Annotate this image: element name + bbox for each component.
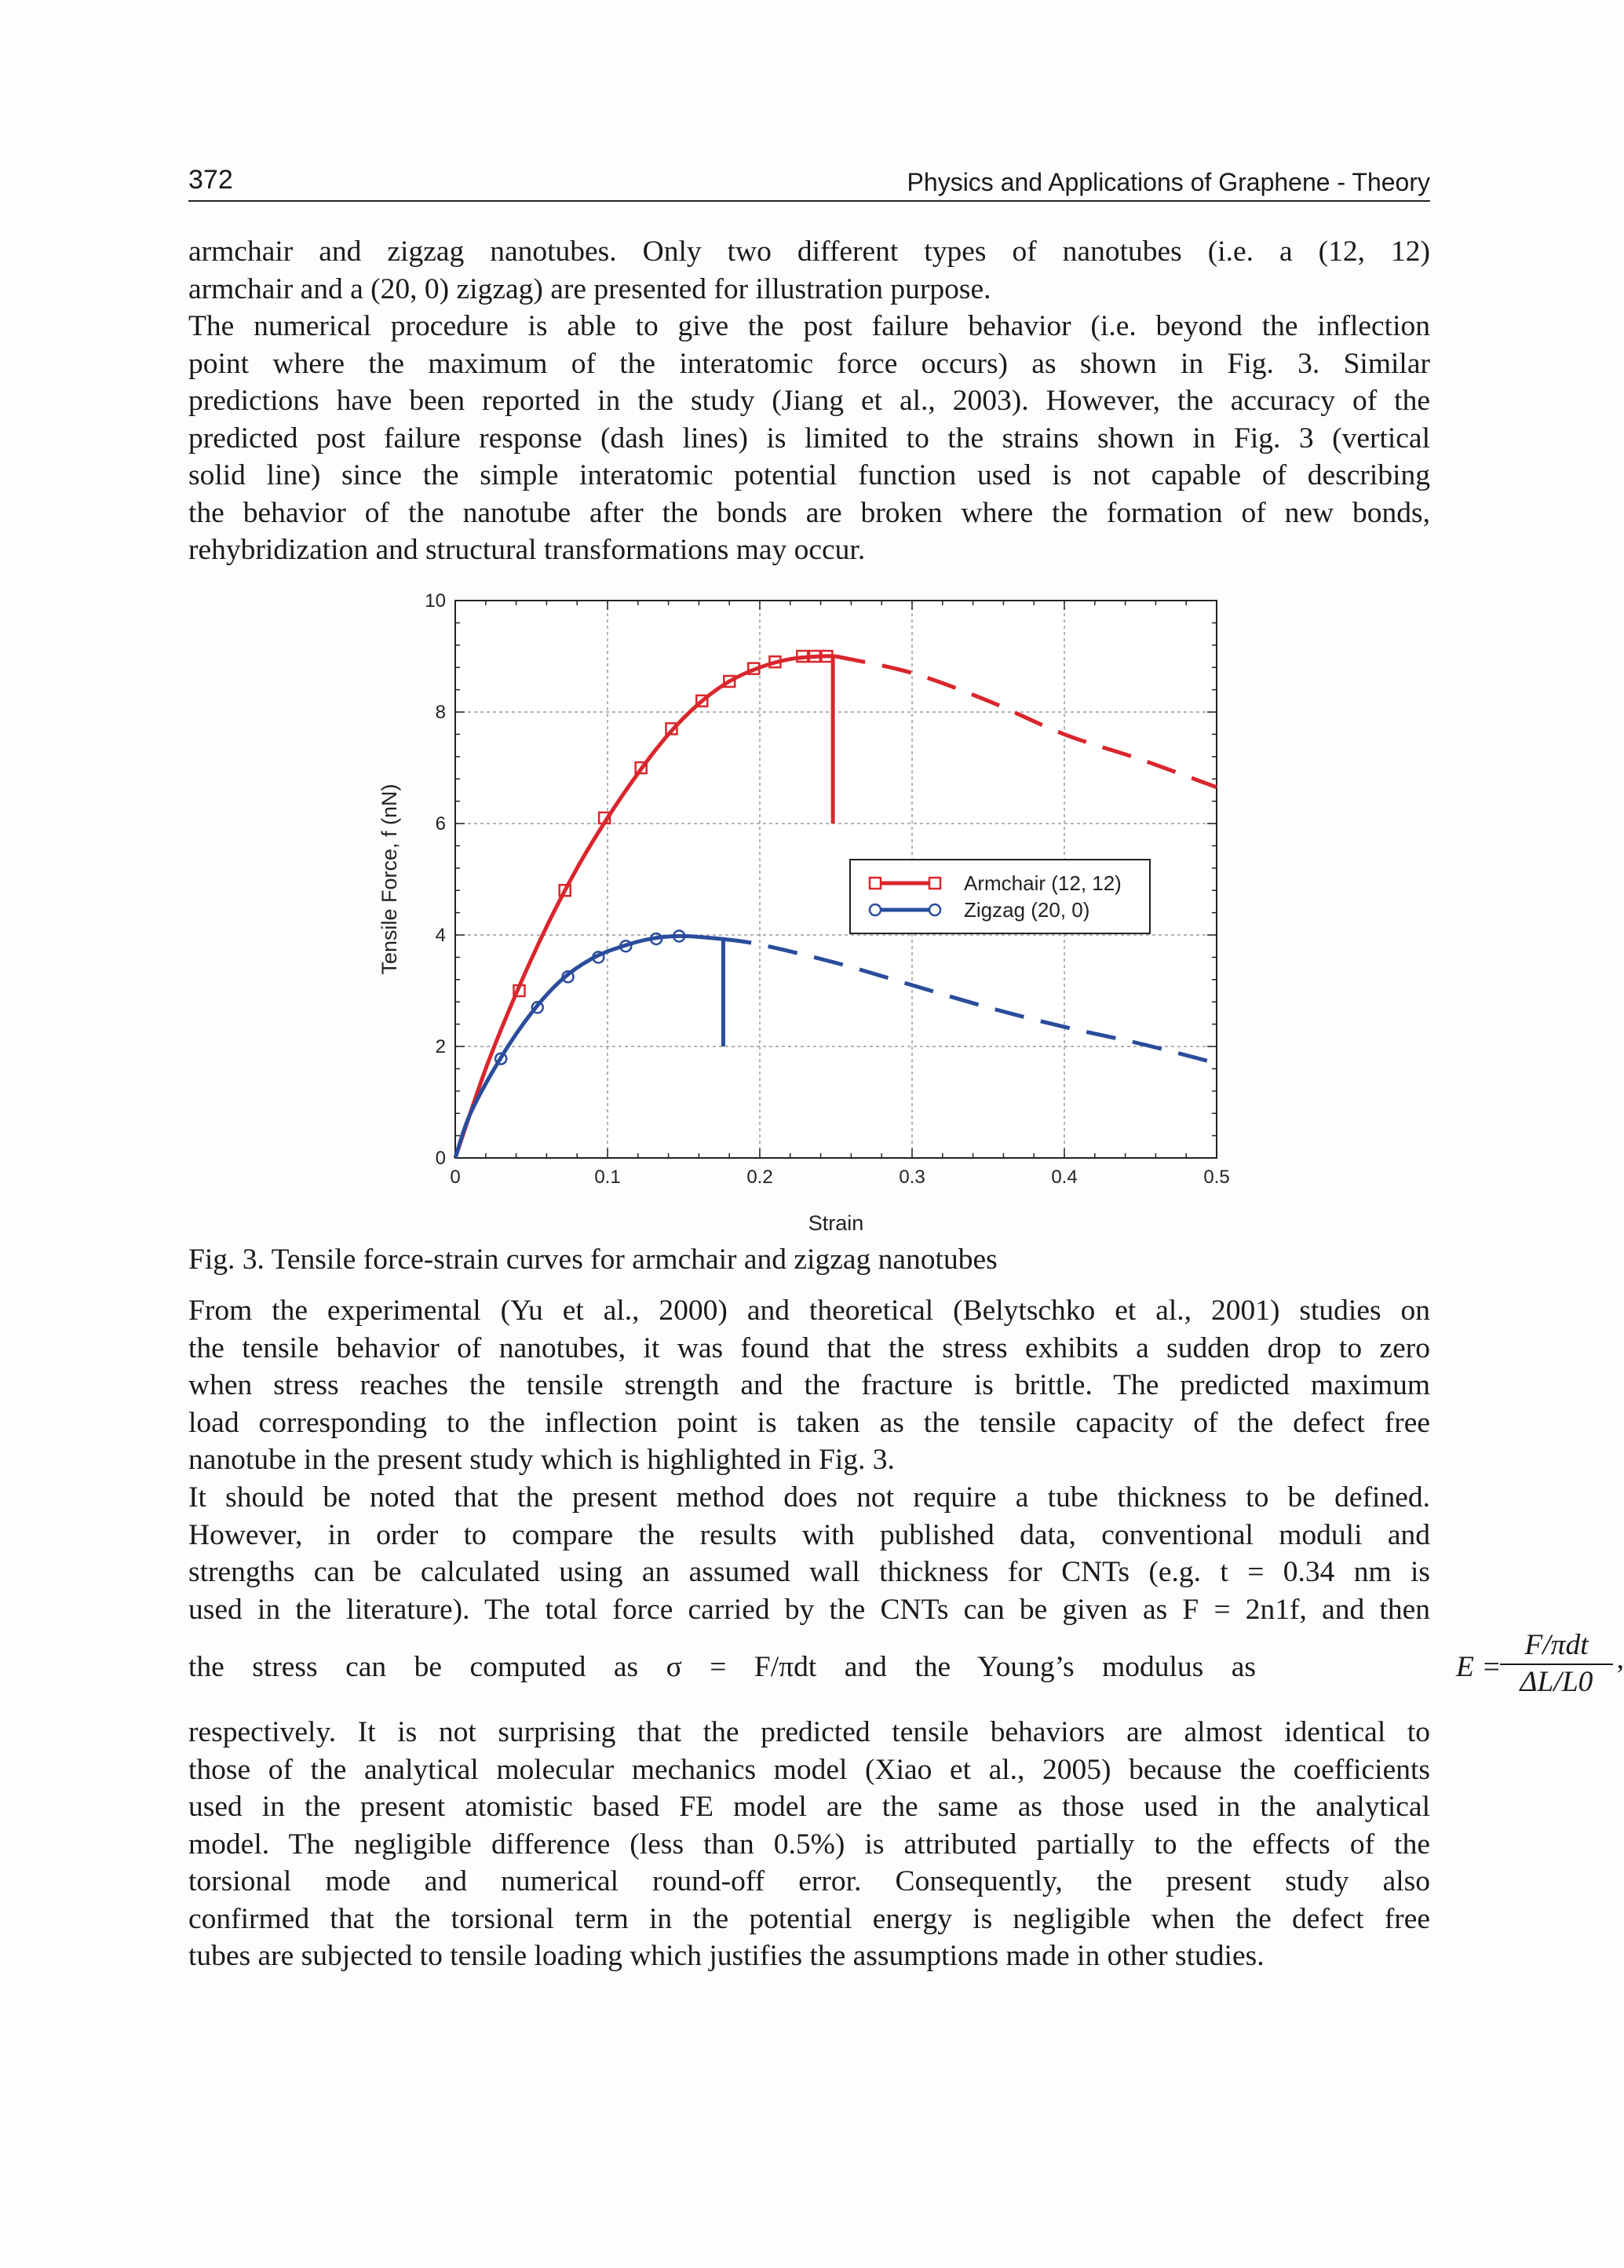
y-tick-label: 6 xyxy=(435,813,446,835)
paragraph-3 xyxy=(188,1292,1430,1479)
text-line: used in the present atomistic based FE model are the same as those used in the analytical xyxy=(188,1791,1430,1823)
text-line: However, in order to compare the results with published data, conventional moduli and xyxy=(188,1518,1430,1551)
equation-denominator: ΔL/L0 xyxy=(1520,1666,1593,1698)
y-axis-label: Tensile Force, f (nN) xyxy=(378,783,401,975)
figure-caption: Fig. 3. Tensile force-strain curves for armchair and zigzag nanotubes xyxy=(188,1244,998,1276)
x-tick-label: 0.2 xyxy=(746,1167,773,1188)
text-line: the tensile behavior of nanotubes, it was found that the stress exhibits a sudden drop to zero xyxy=(188,1331,1430,1364)
x-tick-label: 0.1 xyxy=(594,1167,621,1188)
text-line: rehybridization and structural transformations may occur. xyxy=(188,534,866,566)
equation-lhs: E = xyxy=(1456,1651,1502,1683)
y-tick-label: 8 xyxy=(435,702,446,723)
text-line: predicted post failure response (dash lines) is limited to the strains shown in Fig. 3 (vertical xyxy=(188,422,1430,455)
text-line: tubes are subjected to tensile loading which justifies the assumptions made in other studies. xyxy=(188,1940,1265,1972)
y-tick-label: 4 xyxy=(435,925,446,946)
text-line: armchair and zigzag nanotubes. Only two different types of nanotubes (i.e. a (12, 12) xyxy=(188,236,1430,268)
youngs-modulus-equation xyxy=(1456,1628,1624,1699)
text-line: predictions have been reported in the study (Jiang et al., 2003). However, the accuracy of the xyxy=(188,385,1430,417)
page-number: 372 xyxy=(188,165,233,195)
text-line: solid line) since the simple interatomic potential function used is not capable of describing xyxy=(188,459,1430,491)
text-line: respectively. It is not surprising that the predicted tensile behaviors are almost identical to xyxy=(188,1716,1430,1748)
x-axis-label: Strain xyxy=(808,1211,864,1235)
legend-armchair-label: Armchair (12, 12) xyxy=(964,871,1122,895)
equation-text: the stress can be computed as σ = F/πdt and the Young’s modulus as xyxy=(188,1651,1256,1683)
x-tick-label: 0.4 xyxy=(1051,1167,1078,1188)
running-title: Physics and Applications of Graphene - Theory xyxy=(907,168,1430,196)
text-line: confirmed that the torsional term in the potential energy is negligible when the defect free xyxy=(188,1902,1430,1935)
paragraph-1 xyxy=(188,233,1430,308)
legend-zigzag-marker xyxy=(929,904,940,915)
text-line: model. The negligible difference (less than 0.5%) is attributed partially to the effects of the xyxy=(188,1828,1430,1861)
running-header xyxy=(188,163,1430,202)
text-line: It should be noted that the present method does not require a tube thickness to be defined. xyxy=(188,1481,1430,1514)
y-tick-label: 10 xyxy=(425,590,446,612)
equation-comma: , xyxy=(1616,1643,1624,1675)
paragraph-2 xyxy=(188,308,1430,569)
paragraph-4 xyxy=(188,1479,1430,1628)
legend-armchair-marker xyxy=(870,878,881,889)
text-line: used in the literature). The total force carried by the CNTs can be given as F = 2n1f, and then xyxy=(188,1593,1430,1626)
text-line: load corresponding to the inflection point is taken as the tensile capacity of the defect free xyxy=(188,1406,1430,1439)
x-tick-label: 0.5 xyxy=(1203,1167,1230,1188)
x-tick-label: 0.3 xyxy=(899,1167,925,1188)
text-line: when stress reaches the tensile strength and the fracture is brittle. The predicted maximum xyxy=(188,1369,1430,1401)
equation-numerator: F/πdt xyxy=(1500,1628,1613,1665)
text-line: nanotube in the present study which is highlighted in Fig. 3. xyxy=(188,1444,895,1476)
legend-zigzag-marker xyxy=(870,904,881,915)
legend-zigzag-label: Zigzag (20, 0) xyxy=(964,898,1090,922)
legend-armchair-marker xyxy=(929,878,940,889)
text-line: point where the maximum of the interatomic force occurs) as shown in Fig. 3. Similar xyxy=(188,347,1430,380)
text-line: strengths can be calculated using an assumed wall thickness for CNTs (e.g. t = 0.34 nm is xyxy=(188,1556,1430,1588)
text-line: From the experimental (Yu et al., 2000) and theoretical (Belytschko et al., 2001) studies on xyxy=(188,1295,1430,1327)
x-tick-label: 0 xyxy=(450,1167,461,1188)
force-strain-chart xyxy=(361,585,1248,1236)
paragraph-5 xyxy=(188,1714,1430,1975)
y-tick-label: 0 xyxy=(435,1148,446,1169)
text-line: armchair and a (20, 0) zigzag) are presented for illustration purpose. xyxy=(188,272,991,305)
text-line: the behavior of the nanotube after the bonds are broken where the formation of new bonds, xyxy=(188,496,1430,529)
text-line: The numerical procedure is able to give the post failure behavior (i.e. beyond the inflection xyxy=(188,310,1430,342)
equation-line xyxy=(188,1628,1624,1707)
y-tick-label: 2 xyxy=(435,1036,446,1057)
text-line: those of the analytical molecular mechanics model (Xiao et al., 2005) because the coefficients xyxy=(188,1753,1430,1786)
text-line: torsional mode and numerical round-off error. Consequently, the present study also xyxy=(188,1865,1430,1897)
